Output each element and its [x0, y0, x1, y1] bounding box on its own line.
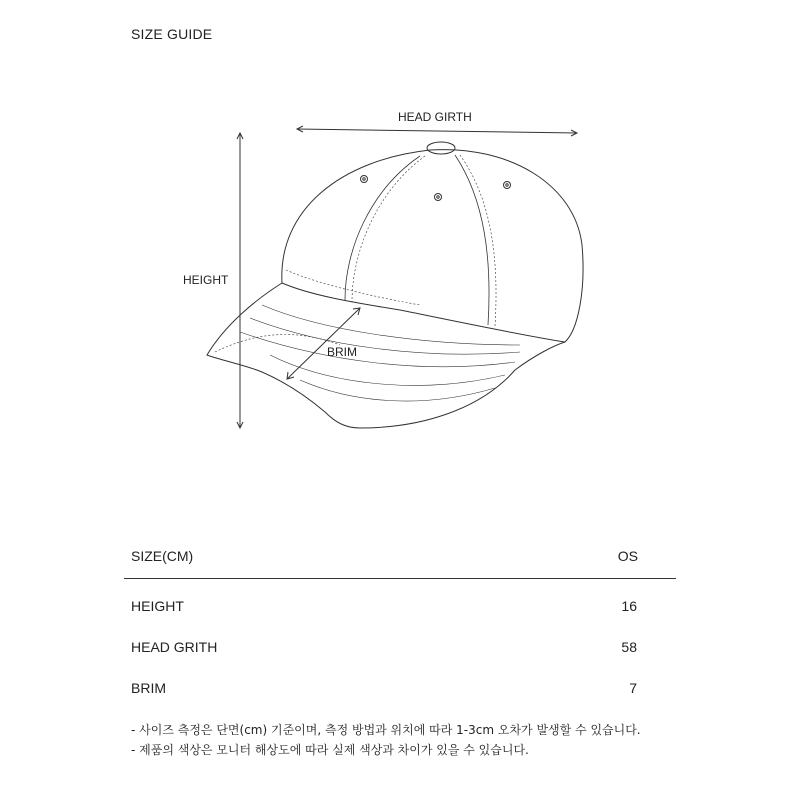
height-label: HEIGHT — [183, 273, 229, 287]
cap-crown — [282, 150, 583, 342]
note-color: - 제품의 색상은 모니터 해상도에 따라 실제 색상과 차이가 있을 수 있습니다. — [131, 743, 529, 757]
row-value: 58 — [621, 638, 637, 655]
row-value: 7 — [629, 679, 637, 696]
table-row — [124, 626, 676, 667]
size-notes — [131, 720, 641, 760]
table-row — [124, 585, 676, 626]
head-girth-arrow — [297, 126, 577, 136]
head-girth-label: HEAD GIRTH — [398, 110, 472, 124]
row-label: HEIGHT — [131, 597, 184, 614]
size-table-header — [124, 548, 676, 579]
note-measurement: - 사이즈 측정은 단면(cm) 기준이며, 측정 방법과 위치에 따라 1-3cm 오차가 발생할 수 있습니다. — [131, 723, 641, 737]
table-row — [124, 667, 676, 708]
height-arrow — [237, 133, 243, 428]
size-table — [124, 548, 676, 708]
row-value: 16 — [621, 597, 637, 614]
row-label: BRIM — [131, 679, 166, 696]
brim-label: BRIM — [327, 345, 357, 359]
row-label: HEAD GRITH — [131, 638, 218, 655]
cap-button — [427, 142, 455, 154]
size-column-label: SIZE(CM) — [131, 548, 194, 564]
size-column-os: OS — [617, 548, 638, 564]
brim-arrow — [287, 308, 360, 379]
cap-brim — [207, 283, 565, 428]
page-title: SIZE GUIDE — [131, 26, 213, 42]
